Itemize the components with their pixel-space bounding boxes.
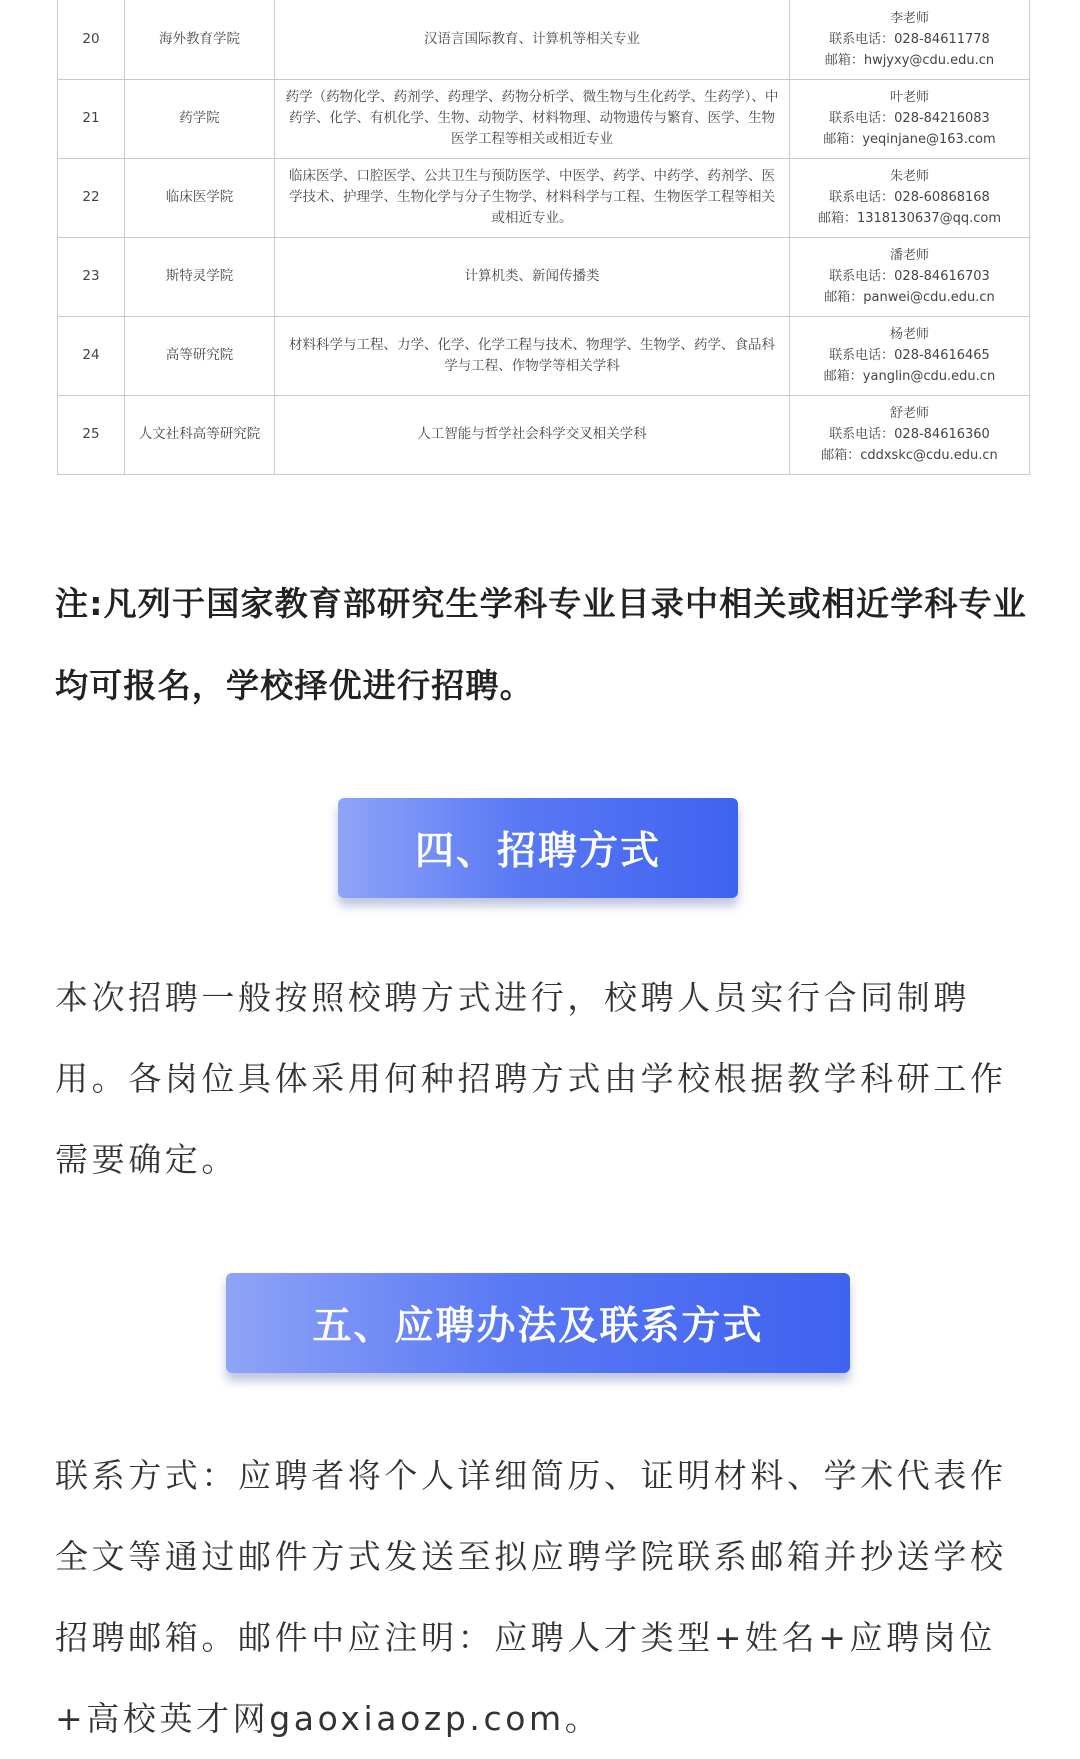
contact-cell — [790, 158, 1030, 237]
recruitment-table — [57, 0, 1030, 475]
contact-name: 潘老师 — [889, 248, 929, 263]
contact-phone: 联系电话：028-60868168 — [829, 190, 990, 205]
contact-cell — [790, 237, 1030, 316]
college-name: 斯特灵学院 — [125, 237, 275, 316]
major-requirements: 临床医学、口腔医学、公共卫生与预防医学、中医学、药学、中药学、药剂学、医学技术、护理学、生物化学与分子生物学、材料科学与工程、生物医学工程等相关或相近专业。 — [275, 158, 790, 237]
college-name: 药学院 — [125, 79, 275, 158]
major-requirements: 人工智能与哲学社会科学交叉相关学科 — [275, 395, 790, 474]
contact-name: 杨老师 — [889, 327, 929, 342]
table-row — [58, 0, 1030, 79]
contact-cell — [790, 316, 1030, 395]
college-name: 海外教育学院 — [125, 0, 275, 79]
contact-phone: 联系电话：028-84616360 — [829, 427, 990, 442]
table-row — [58, 237, 1030, 316]
recruitment-table-wrapper — [57, 0, 1029, 475]
contact-cell — [790, 79, 1030, 158]
major-requirements: 药学（药物化学、药剂学、药理学、药物分析学、微生物与生化药学、生药学）、中药学、化学、有机化学、生物、动物学、材料物理、动物遗传与繁育、医学、生物医学工程等相关或相近专业 — [275, 79, 790, 158]
contact-email: 邮箱：yeqinjane@163.com — [823, 132, 996, 147]
college-name: 高等研究院 — [125, 316, 275, 395]
major-requirements: 汉语言国际教育、计算机等相关专业 — [275, 0, 790, 79]
major-requirements: 计算机类、新闻传播类 — [275, 237, 790, 316]
contact-phone: 联系电话：028-84216083 — [829, 111, 990, 126]
section-4-title: 四、招聘方式 — [414, 829, 661, 874]
table-row — [58, 158, 1030, 237]
contact-phone: 联系电话：028-84611778 — [829, 31, 990, 47]
contact-phone: 联系电话：028-84616703 — [829, 269, 990, 284]
table-row — [58, 395, 1030, 474]
section-5-header — [226, 1273, 850, 1373]
contact-cell — [790, 395, 1030, 474]
contact-name: 李老师 — [889, 10, 929, 26]
row-number: 21 — [58, 79, 125, 158]
row-number: 23 — [58, 237, 125, 316]
row-number: 22 — [58, 158, 125, 237]
contact-name: 叶老师 — [889, 90, 929, 105]
row-number: 25 — [58, 395, 125, 474]
contact-name: 舒老师 — [889, 406, 929, 421]
eligibility-note: 注:凡列于国家教育部研究生学科专业目录中相关或相近学科专业均可报名，学校择优进行招聘。 — [55, 584, 1027, 705]
contact-email: 邮箱：1318130637@qq.com — [817, 211, 1002, 226]
contact-name: 朱老师 — [889, 169, 929, 184]
contact-email: 邮箱：hwjyxy@cdu.edu.cn — [824, 52, 995, 68]
contact-email: 邮箱：panwei@cdu.edu.cn — [824, 290, 995, 305]
college-name: 临床医学院 — [125, 158, 275, 237]
table-row — [58, 316, 1030, 395]
major-requirements: 材料科学与工程、力学、化学、化学工程与技术、物理学、生物学、药学、食品科学与工程、作物学等相关学科 — [275, 316, 790, 395]
table-row — [58, 79, 1030, 158]
contact-phone: 联系电话：028-84616465 — [829, 348, 990, 363]
row-number: 24 — [58, 316, 125, 395]
section-4-header — [338, 798, 738, 898]
college-name: 人文社科高等研究院 — [125, 395, 275, 474]
contact-email: 邮箱：cddxskc@cdu.edu.cn — [821, 448, 998, 463]
contact-email: 邮箱：yanglin@cdu.edu.cn — [823, 369, 996, 384]
section-4-body: 本次招聘一般按照校聘方式进行，校聘人员实行合同制聘用。各岗位具体采用何种招聘方式由学校根据教学科研工作需要确定。 — [55, 978, 1007, 1179]
section-5-body: 联系方式：应聘者将个人详细简历、证明材料、学术代表作全文等通过邮件方式发送至拟应聘学院联系邮箱并抄送学校招聘邮箱。邮件中应注明：应聘人才类型+姓名+应聘岗位+高校英才网gaoxiaozp.com。 — [55, 1456, 1007, 1738]
row-number: 20 — [58, 0, 125, 79]
contact-cell — [790, 0, 1030, 79]
section-5-title: 五、应聘办法及联系方式 — [312, 1304, 764, 1349]
